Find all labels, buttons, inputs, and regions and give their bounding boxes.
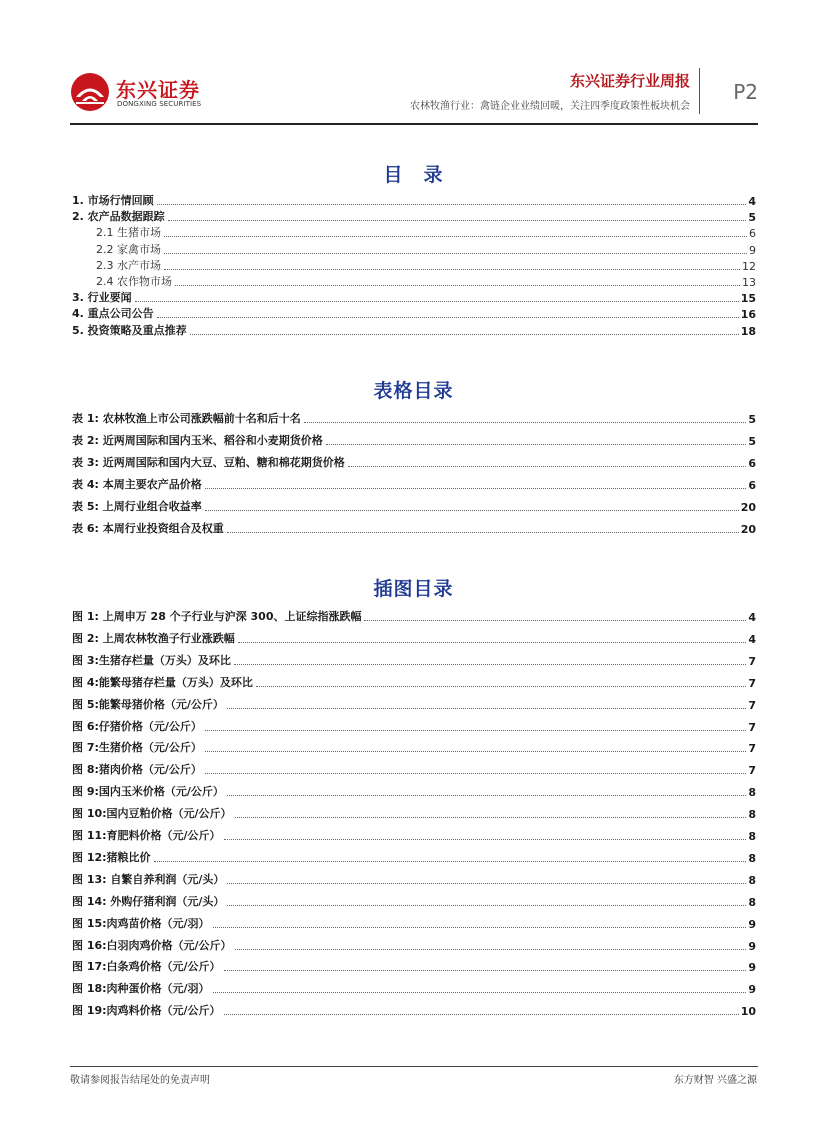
report-series-title: 东兴证券行业周报 [569,72,690,90]
figure-index-entry-label: 图 5:能繁母猪价格（元/公斤） [72,697,224,711]
table-index-entry[interactable] [72,410,756,426]
toc-entry-page: 6 [749,227,756,241]
page-header [70,66,758,126]
dot-leader [326,443,747,445]
table-index-entry-page: 20 [740,501,756,514]
dot-leader [234,663,746,665]
figure-index-entry-label: 图 2: 上周农林牧渔子行业涨跌幅 [72,631,235,645]
figure-index-entry[interactable] [72,827,756,843]
table-index-entry-label: 表 2: 近两周国际和国内玉米、稻谷和小麦期货价格 [72,434,323,447]
figure-index-entry[interactable] [72,805,756,821]
toc-entry-page: 9 [749,243,756,257]
toc-entry-page: 16 [740,308,756,322]
footer-disclaimer: 敬请参阅报告结尾处的免责声明 [70,1075,210,1086]
figure-index-entry-label: 图 4:能繁母猪存栏量（万头）及环比 [72,675,253,689]
figure-index-entry-page: 7 [748,720,756,734]
toc-entry[interactable] [72,289,756,305]
dongxing-logo-icon [70,72,110,112]
toc-entry-label: 2.4 农作物市场 [96,275,172,288]
toc-entry[interactable] [72,241,756,257]
figure-index-entry-page: 8 [748,786,756,800]
dot-leader [205,729,746,731]
figure-index-entry-page: 8 [748,873,756,887]
figure-index-entry[interactable] [72,761,756,777]
dot-leader [157,316,739,318]
toc-entry-label: 1. 市场行情回顾 [72,194,154,207]
figure-index-entry-label: 图 14: 外购仔猪利润（元/头） [72,894,225,908]
figure-index-entry-label: 图 18:肉种蛋价格（元/羽） [72,982,210,996]
dot-leader [224,838,747,840]
dot-leader [238,641,747,643]
table-index-entry-page: 20 [740,523,756,536]
figure-index-entry[interactable] [72,915,756,931]
figure-index-entry[interactable] [72,696,756,712]
dot-leader [213,926,747,928]
dot-leader [205,487,747,489]
figure-index-entry[interactable] [72,893,756,909]
dot-leader [164,252,747,254]
figure-index-entry-page: 7 [748,654,756,668]
toc-entry-page: 5 [748,211,756,225]
table-index-entry[interactable] [72,498,756,514]
figure-index-entry-label: 图 13: 自繁自养利润（元/头） [72,872,225,886]
figure-index-entry-page: 8 [748,895,756,909]
figure-index-entry-page: 4 [748,632,756,646]
dot-leader [205,750,746,752]
dot-leader [175,284,740,286]
table-index-entry[interactable] [72,454,756,470]
toc-title: 目 录 [383,164,444,186]
table-index-entry-label: 表 3: 近两周国际和国内大豆、豆粕、糖和棉花期货价格 [72,456,345,469]
company-logo [70,68,210,112]
dot-leader [164,268,740,270]
dot-leader [227,707,746,709]
dot-leader [205,509,739,511]
toc-entry-label: 2. 农产品数据跟踪 [72,210,165,224]
toc-entry[interactable] [72,257,756,273]
figure-index-entry-label: 图 1: 上周申万 28 个子行业与沪深 300、上证综指涨跌幅 [72,610,362,623]
figure-index-entry-page: 9 [748,983,756,997]
figure-index-entry-label: 图 7:生猪价格（元/公斤） [72,741,202,755]
figure-index-entry-label: 图 10:国内豆粕价格（元/公斤） [72,807,232,821]
figure-index-entry-page: 7 [748,764,756,778]
header-divider [699,68,700,114]
header-rule [70,123,758,125]
toc-entry[interactable] [72,208,756,224]
figure-index-entry-page: 8 [748,851,756,865]
toc-entry-page: 4 [748,195,756,208]
dot-leader [235,948,747,950]
page-number: P2 [733,80,758,104]
toc-entry-label: 2.3 水产市场 [96,258,161,272]
dot-leader [154,860,747,862]
figure-index-entry-page: 7 [748,698,756,712]
figure-index-entry[interactable] [72,958,756,974]
toc-entry-page: 18 [740,324,756,338]
figure-index-entry-label: 图 11:育肥料价格（元/公斤） [72,829,221,842]
toc-entry[interactable] [72,305,756,321]
toc-entry[interactable] [72,322,756,338]
figure-index-entry[interactable] [72,783,756,799]
figure-index-entry-label: 图 9:国内玉米价格（元/公斤） [72,785,224,799]
figure-index-entry-label: 图 8:猪肉价格（元/公斤） [72,763,202,777]
dot-leader [235,816,747,818]
figure-index-title: 插图目录 [373,578,454,600]
dot-leader [168,219,747,221]
figure-index-entry[interactable] [72,718,756,734]
table-index-entry-page: 6 [748,479,756,492]
dot-leader [227,794,746,796]
figure-index-entry[interactable] [72,1002,756,1018]
table-index-title: 表格目录 [373,380,454,402]
dot-leader [224,969,747,971]
figure-index-entry[interactable] [72,937,756,953]
figure-index-entry[interactable] [72,739,756,755]
logo-english-name: DONGXING SECURITIES [117,100,202,108]
figure-index-entry[interactable] [72,652,756,668]
dot-leader [304,421,747,423]
table-index-entry[interactable] [72,476,756,492]
figure-index-entry[interactable] [72,630,756,646]
table-index-entry[interactable] [72,520,756,536]
table-index-entry-label: 表 5: 上周行业组合收益率 [72,500,202,513]
figure-index-entry-page: 4 [748,611,756,624]
toc-entry[interactable] [72,192,756,208]
figure-index-entry[interactable] [72,980,756,996]
dot-leader [190,333,739,335]
toc-entry[interactable] [72,224,756,240]
toc-entry-label: 2.1 生猪市场 [96,226,161,240]
dot-leader [348,465,747,467]
dot-leader [256,685,746,687]
figure-index-entry-page: 8 [748,830,756,843]
figure-index-entry-page: 9 [748,961,756,975]
footer-slogan: 东方财智 兴盛之源 [673,1075,757,1086]
footer-rule [70,1066,758,1067]
logo-chinese-name: 东兴证券 [116,78,200,102]
dot-leader [227,531,739,533]
figure-index-entry-page: 7 [748,742,756,756]
toc-entry[interactable] [72,273,756,289]
table-index-entry-label: 表 6: 本周行业投资组合及权重 [72,522,224,535]
dot-leader [227,882,746,884]
toc-entry-label: 3. 行业要闻 [72,291,132,305]
figure-index-entry[interactable] [72,849,756,865]
figure-index-entry-label: 图 15:肉鸡苗价格（元/羽） [72,916,210,930]
table-index-entry-page: 6 [748,457,756,470]
figure-index-entry-label: 图 12:猪粮比价 [72,850,151,864]
figure-index-entry-page: 9 [748,917,756,931]
table-index-entry-page: 5 [748,413,756,426]
figure-index-entry[interactable] [72,871,756,887]
dot-leader [164,235,747,237]
figure-index-entry-label: 图 3:生猪存栏量（万头）及环比 [72,653,231,667]
figure-index-entry-label: 图 19:肉鸡料价格（元/公斤） [72,1004,221,1018]
figure-index-entry[interactable] [72,674,756,690]
figure-index-entry-page: 10 [740,1005,756,1019]
toc-entry-page: 13 [742,276,756,289]
dot-leader [213,991,747,993]
dot-leader [224,1013,739,1015]
table-index-entry-label: 表 1: 农林牧渔上市公司涨跌幅前十名和后十名 [72,412,301,425]
figure-index-entry[interactable] [72,608,756,624]
toc-entry-page: 15 [740,292,756,306]
figure-index-entry-label: 图 17:白条鸡价格（元/公斤） [72,960,221,974]
figure-index-entry-label: 图 6:仔猪价格（元/公斤） [72,719,202,733]
report-subtitle: 农林牧渔行业：禽链企业业绩回暖，关注四季度政策性板块机会 [410,101,690,112]
toc-entry-label: 4. 重点公司公告 [72,307,154,321]
table-index-entry-label: 表 4: 本周主要农产品价格 [72,478,202,491]
table-index-entry[interactable] [72,432,756,448]
table-index-entry-page: 5 [748,435,756,448]
dot-leader [157,203,747,205]
dot-leader [364,619,746,621]
toc-entry-label: 2.2 家禽市场 [96,242,161,256]
toc-entry-label: 5. 投资策略及重点推荐 [72,323,187,337]
figure-index-entry-label: 图 16:白羽肉鸡价格（元/公斤） [72,938,232,952]
toc-entry-page: 12 [742,259,756,273]
dot-leader [227,904,746,906]
figure-index-entry-page: 9 [748,939,756,953]
figure-index-entry-page: 7 [748,676,756,690]
dot-leader [205,772,746,774]
dot-leader [135,300,739,302]
figure-index-entry-page: 8 [748,808,756,822]
